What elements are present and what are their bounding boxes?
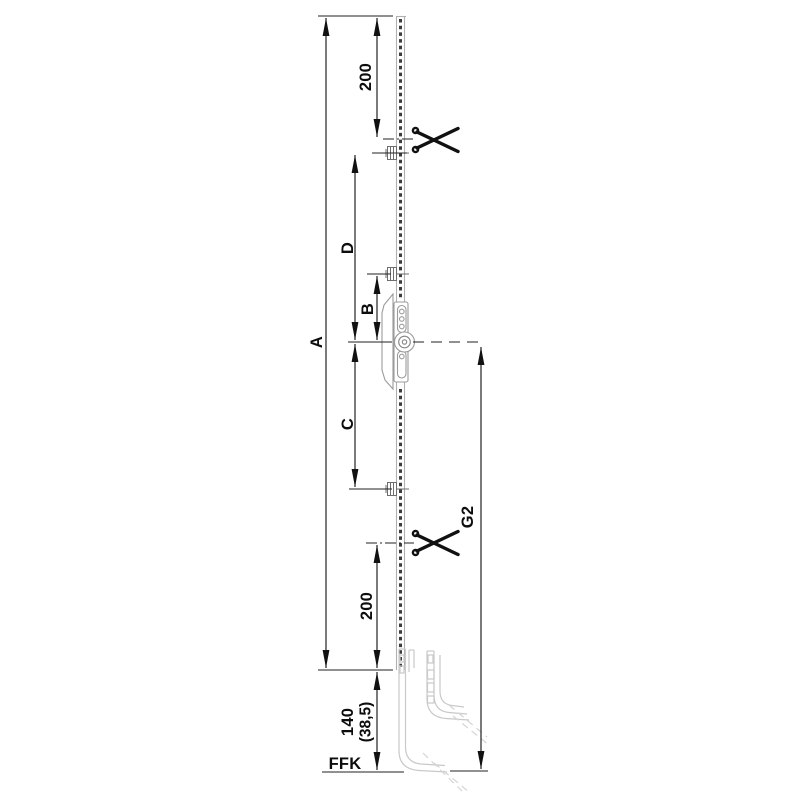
scissors-icon	[413, 531, 458, 555]
dimension-label: 200	[356, 62, 375, 92]
corner-guide-mid	[434, 651, 467, 714]
dimension-200-bottom	[358, 545, 377, 668]
break-continuation-marks	[423, 705, 489, 792]
dimension-label: 200	[357, 591, 376, 621]
dimension-label: C	[338, 417, 357, 431]
dimension-label: A	[307, 335, 326, 349]
ffk-label: FFK	[328, 755, 362, 773]
corner-rail-inner	[406, 649, 446, 766]
dimension-c	[339, 344, 357, 487]
cut-symbol-top	[413, 128, 458, 152]
dimension-a	[308, 18, 326, 668]
extension-lines	[318, 16, 488, 772]
dimension-label-alt: (38,5)	[357, 701, 375, 743]
dimension-label: 140	[339, 707, 357, 737]
dimension-label: G2	[458, 505, 477, 529]
dimension-b	[359, 276, 377, 340]
dimension-g2	[459, 347, 481, 769]
dimension-d	[339, 155, 357, 340]
dimension-200-top	[357, 18, 377, 137]
spindle-hub	[395, 332, 415, 352]
cut-symbol-bottom	[413, 531, 458, 555]
scissors-icon	[413, 128, 458, 152]
dimension-label: D	[338, 241, 357, 255]
corner-guide-inner	[440, 655, 464, 707]
dimension-label: B	[358, 302, 377, 316]
